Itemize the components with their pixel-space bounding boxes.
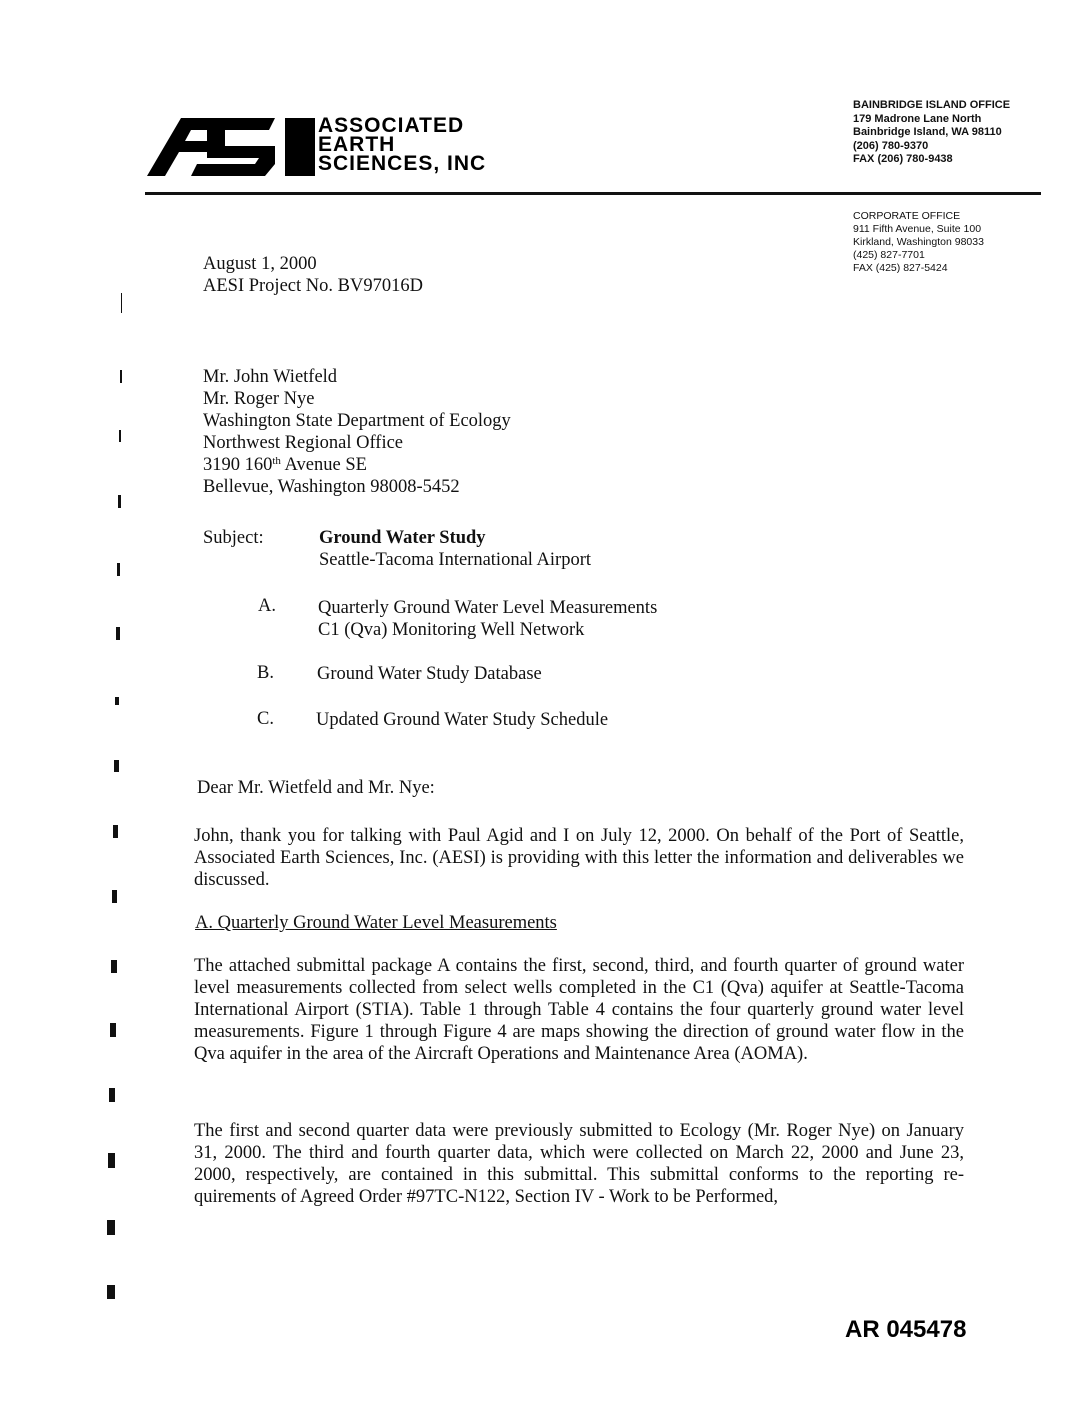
section-a-heading: A. Quarterly Ground Water Level Measurements: [195, 913, 557, 933]
bainbridge-office-phone: (206) 780-9370: [853, 139, 929, 152]
subject-title: Ground Water Study: [319, 528, 486, 548]
subject-item-a-line-1: Quarterly Ground Water Level Measurements: [318, 598, 658, 618]
recipient-line-2: Mr. Roger Nye: [203, 389, 315, 409]
scan-mark: [107, 1285, 115, 1299]
company-name: [318, 116, 486, 173]
street-number: 3190 160: [203, 455, 273, 475]
bainbridge-office-street: 179 Madrone Lane North: [853, 112, 982, 125]
street-name: Avenue SE: [280, 455, 367, 475]
subject-item-b-letter: B.: [257, 663, 274, 683]
subject-item-c-letter: C.: [257, 709, 274, 729]
subject-item-a-line-2: C1 (Qva) Monitoring Well Network: [318, 620, 585, 640]
subject-item-b: Ground Water Study Database: [317, 664, 542, 684]
company-line-2: EARTH: [318, 133, 396, 156]
recipient-line-4: Northwest Regional Office: [203, 433, 404, 453]
project-number: AESI Project No. BV97016D: [203, 276, 423, 296]
corporate-office-title: CORPORATE OFFICE: [853, 210, 961, 222]
bainbridge-office-title: BAINBRIDGE ISLAND OFFICE: [853, 99, 1011, 111]
paragraph-2: The attached submittal package A contains the first, second, third, and fourth quarter of ground water level measurements collected from select wells completed in the C1 (Qva) aquifer at Seattle-Tacoma International Airport (STIA). Table 1 through Table 4 contains the four quarterly ground water level measurements. Figure 1 through Figure 4 are maps showing the direction of ground water flow in the Qva aquifer in the area of the Aircraft Operations and Maintenance Area (AOMA).: [194, 956, 964, 1064]
recipient-line-6: Bellevue, Washington 98008-5452: [203, 477, 460, 497]
subject-item-a-letter: A.: [258, 596, 276, 616]
scan-mark: [112, 890, 117, 903]
recipient-address: [203, 366, 511, 498]
scan-mark: [111, 960, 117, 973]
salutation: Dear Mr. Wietfeld and Mr. Nye:: [197, 778, 435, 798]
scan-mark: [114, 760, 119, 772]
aesi-logo-icon: [145, 114, 317, 178]
subject-item-c: Updated Ground Water Study Schedule: [316, 710, 609, 730]
subject-label: Subject:: [203, 528, 264, 548]
bainbridge-office-city: Bainbridge Island, WA 98110: [853, 126, 1002, 138]
scan-mark: [109, 1088, 115, 1102]
scan-mark: [121, 293, 122, 313]
date-block: [203, 253, 423, 297]
scan-mark: [119, 430, 121, 442]
scan-mark: [107, 1220, 115, 1235]
corporate-office-street: 911 Fifth Avenue, Suite 100: [853, 223, 982, 235]
scan-mark: [115, 697, 119, 705]
bates-number: AR 045478: [845, 1316, 967, 1343]
bainbridge-office-fax: FAX (206) 780-9438: [853, 153, 953, 165]
recipient-line-5: [203, 454, 511, 476]
letterhead-divider: [145, 192, 1041, 195]
paragraph-3: The first and second quarter data were previously submitted to Ecology (Mr. Roger Nye) on January 31, 2000. The third and fourth quarter data, which were collected on March 22, 2000 and June 23, 2000, respectively, are contained in this submittal. This submittal conforms to the reporting re-quirements of Agreed Order #97TC-N122, Section IV - Work to be Performed,: [194, 1121, 964, 1207]
scan-mark: [117, 563, 120, 576]
subject-subtitle: Seattle-Tacoma International Airport: [319, 550, 591, 570]
corporate-office-phone: (425) 827-7701: [853, 249, 925, 261]
corporate-office-block: [853, 210, 984, 275]
scan-mark: [118, 495, 121, 508]
scan-mark: [108, 1153, 115, 1168]
bainbridge-office-block: [853, 99, 1010, 167]
scan-mark: [110, 1023, 116, 1037]
paragraph-1: John, thank you for talking with Paul Agid and I on July 12, 2000. On behalf of the Port of Seattle, Associated Earth Sciences, Inc. (AESI) is providing with this letter the information and deliverables we discussed.: [194, 826, 964, 890]
scan-mark: [120, 370, 122, 383]
scan-mark: [116, 627, 120, 640]
company-line-1: ASSOCIATED: [318, 114, 465, 137]
recipient-line-1: Mr. John Wietfeld: [203, 367, 338, 387]
subject-item-a: [318, 597, 657, 641]
corporate-office-fax: FAX (425) 827-5424: [853, 262, 948, 274]
letter-date: August 1, 2000: [203, 254, 317, 274]
corporate-office-city: Kirkland, Washington 98033: [853, 236, 984, 248]
street-ordinal: th: [272, 455, 281, 467]
scan-mark: [113, 825, 118, 838]
subject-title-block: [319, 527, 591, 571]
company-line-3: SCIENCES, INC: [318, 152, 487, 175]
recipient-line-3: Washington State Department of Ecology: [203, 411, 511, 431]
